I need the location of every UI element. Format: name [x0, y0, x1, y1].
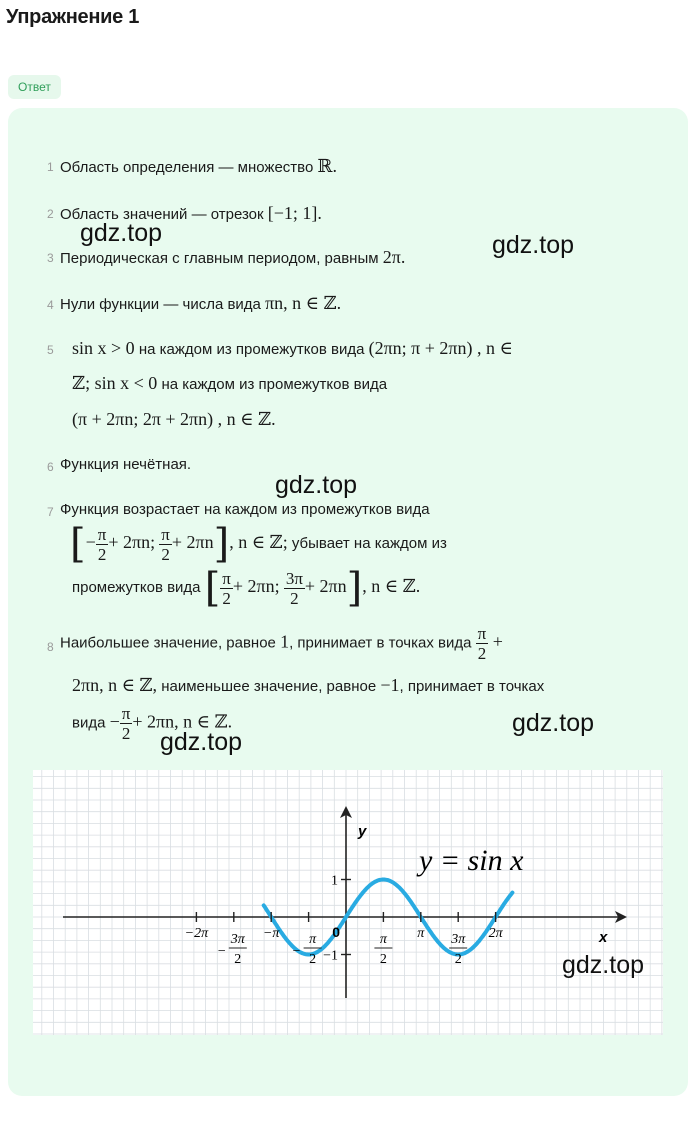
item-text: наименьшее значение, равное: [157, 678, 381, 695]
x-tick-num: 3π: [451, 932, 466, 947]
list-item: [72, 339, 682, 359]
x-tick-sign: −: [217, 944, 226, 959]
list-item-line: [70, 521, 680, 567]
math: + 2πn: [171, 531, 214, 552]
x-tick-label: −2π: [184, 926, 209, 941]
math: ℝ.: [317, 156, 337, 176]
math: −: [109, 711, 120, 732]
item-text: промежутков вида: [72, 578, 205, 596]
item-number: 5: [47, 343, 54, 357]
math: 1: [280, 631, 290, 652]
origin-label: 0: [332, 924, 340, 940]
list-item-line: [72, 676, 682, 696]
item-text: убывает на каждом из: [287, 534, 447, 552]
math: sin x > 0: [72, 338, 135, 358]
chart-title: y = sin x: [419, 844, 524, 877]
x-tick-den: 2: [454, 952, 462, 967]
x-tick-label: −π: [262, 926, 280, 941]
item-text: вида: [72, 714, 110, 732]
math: (π + 2πn; 2π + 2πn) , n ∈ ℤ.: [72, 409, 276, 429]
fraction: $\frac{\pi}{2}$: [97, 524, 107, 564]
item-number: 6: [47, 460, 54, 474]
math: , n ∈ ℤ.: [362, 575, 421, 596]
math: −: [85, 531, 96, 552]
fraction: $\frac{3\pi}{2}$: [285, 568, 303, 608]
x-tick-label: 2π: [488, 926, 503, 941]
list-item: [60, 624, 670, 663]
item-number: 2: [47, 207, 54, 221]
bracket: ]: [213, 521, 230, 567]
x-tick-num: π: [309, 932, 317, 947]
item-text: Наибольшее значение, равное: [60, 634, 281, 652]
item-text: Функция возрастает на каждом из промежутков вида: [60, 501, 430, 518]
fraction: $\frac{\pi}{2}$: [161, 524, 170, 564]
item-text: Область значений — отрезок: [60, 206, 268, 223]
x-tick-label: π: [417, 926, 425, 941]
x-tick-num: π: [379, 932, 387, 947]
item-text: Область определения — множество: [60, 159, 318, 176]
item-text: Периодическая с главным периодом, равным: [60, 250, 383, 267]
watermark: gdz.top: [562, 951, 645, 979]
watermark: gdz.top: [275, 471, 358, 499]
sine-graph: [33, 770, 663, 1035]
x-axis-label: x: [599, 929, 608, 946]
y-axis-label: y: [358, 823, 367, 840]
x-tick-num: 3π: [230, 932, 245, 947]
item-number: 4: [47, 298, 54, 312]
item-text: , принимает в точках вида: [289, 634, 476, 652]
math: + 2πn;: [232, 575, 280, 596]
x-tick-den: 2: [379, 952, 387, 967]
x-tick-sign: −: [292, 944, 301, 959]
math: [−1; 1].: [267, 203, 322, 223]
item-text: , принимает в точках: [399, 678, 545, 695]
math: (2πn; π + 2πn) , n ∈: [368, 338, 513, 358]
math: + 2πn: [304, 575, 347, 596]
item-number: 1: [47, 160, 54, 174]
list-item-line: [72, 565, 682, 611]
list-item: [60, 294, 670, 314]
item-text: на каждом из промежутков вида: [134, 341, 369, 358]
math: , n ∈ ℤ;: [229, 531, 288, 552]
list-item: [60, 456, 670, 474]
list-item-line: [72, 374, 682, 394]
fraction: $\frac{\pi}{2}$: [222, 568, 231, 608]
list-item: [60, 501, 670, 519]
item-number: 3: [47, 251, 54, 265]
y-tick-label: 1: [331, 873, 338, 889]
page-title: Упражнение 1: [6, 6, 140, 28]
fraction: $\frac{\pi}{2}$: [477, 624, 487, 663]
answer-badge[interactable]: Ответ: [8, 75, 61, 99]
item-number: 8: [47, 640, 54, 654]
watermark: gdz.top: [492, 231, 575, 259]
fraction: $\frac{\pi}{2}$: [121, 704, 131, 743]
math: + 2πn;: [108, 531, 156, 552]
item-text: Нули функции — числа вида: [60, 296, 266, 313]
x-tick-den: 2: [234, 952, 242, 967]
watermark: gdz.top: [160, 728, 243, 756]
math: + 2πn, n ∈ ℤ.: [132, 711, 233, 732]
bracket: [: [204, 565, 221, 611]
list-item: [60, 157, 670, 177]
math: +: [488, 631, 503, 652]
y-tick-label: −1: [323, 948, 338, 964]
math: 2πn, n ∈ ℤ,: [72, 675, 158, 695]
item-text: на каждом из промежутков вида: [157, 376, 388, 393]
list-item: [60, 248, 670, 268]
item-text: Функция нечётная.: [60, 456, 192, 473]
bracket: ]: [346, 565, 363, 611]
item-number: 7: [47, 505, 54, 519]
bracket: [: [70, 521, 86, 567]
math: ℤ; sin x < 0: [72, 373, 158, 393]
math: 2π.: [382, 247, 406, 267]
watermark: gdz.top: [512, 709, 595, 737]
list-item-line: [72, 410, 682, 430]
watermark: gdz.top: [80, 219, 163, 247]
math: −1: [380, 675, 400, 695]
x-tick-den: 2: [309, 952, 317, 967]
math: πn, n ∈ ℤ.: [265, 293, 342, 313]
